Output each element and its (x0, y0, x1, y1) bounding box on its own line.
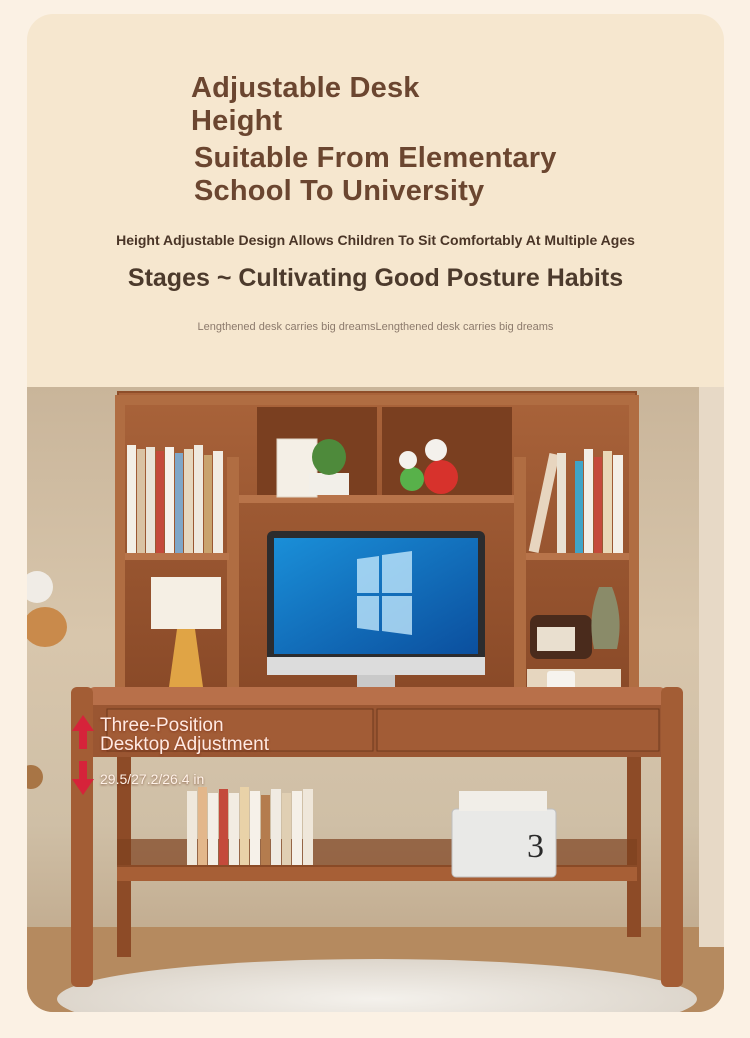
adjustment-label-line-1: Three-Position (100, 715, 224, 736)
subtitle-line-2: School To University (194, 175, 485, 207)
books-left (127, 445, 223, 553)
books-bottom (187, 787, 313, 865)
box-number: 3 (527, 828, 544, 865)
height-options: 29.5/27.2/26.4 in (100, 771, 205, 787)
subtitle-block (194, 142, 557, 208)
subtitle-line-1: Suitable From Elementary (194, 142, 557, 174)
header-section (27, 14, 724, 389)
description-line-1: Height Adjustable Design Allows Children To Sit Comfortably At Multiple Ages (116, 232, 635, 248)
title-line-2: Height (191, 105, 283, 137)
product-card (27, 14, 724, 1012)
monitor (267, 531, 485, 687)
desk-illustration (27, 387, 724, 1012)
description-line-2: Stages ~ Cultivating Good Posture Habits (127, 264, 624, 292)
desk-photo (27, 387, 724, 1012)
adjustment-label-line-2: Desktop Adjustment (100, 734, 269, 755)
title-line-1: Adjustable Desk (191, 72, 420, 104)
tagline: Lengthened desk carries big dreamsLengthened desk carries big dreams (197, 321, 554, 333)
title-block (191, 72, 420, 138)
